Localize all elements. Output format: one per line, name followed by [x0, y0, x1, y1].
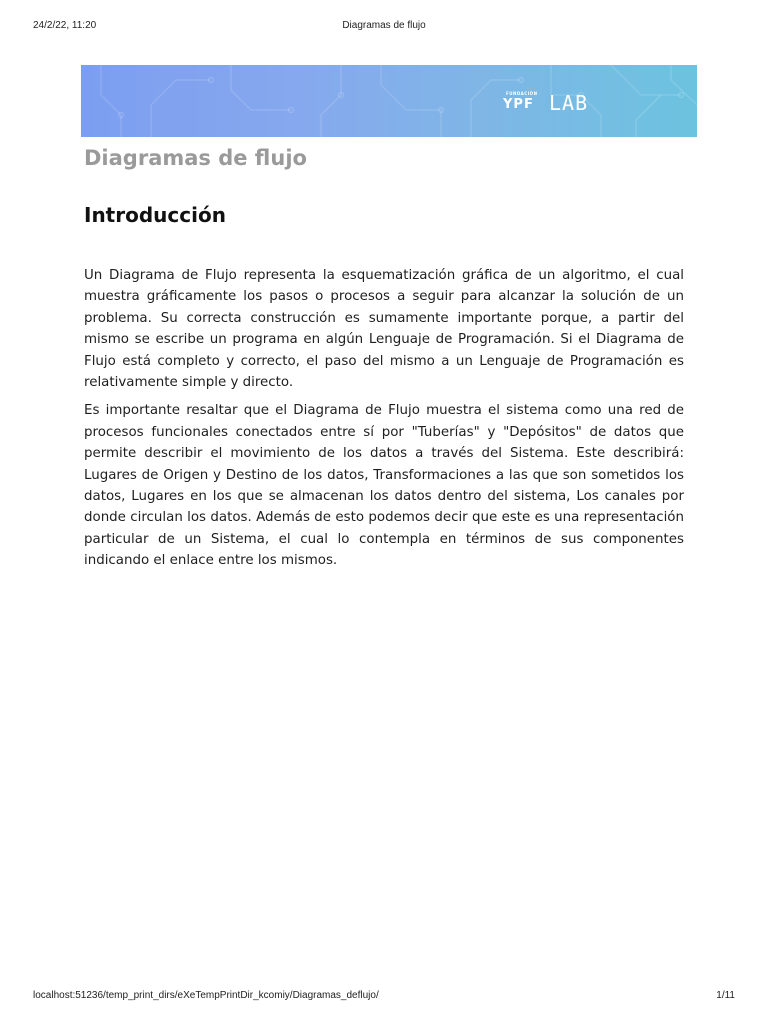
header-banner [81, 65, 697, 137]
print-page-title: Diagramas de flujo [342, 20, 426, 31]
logo-ypf-text: YPF [503, 97, 534, 112]
document-title: Diagramas de flujo [84, 146, 307, 170]
paragraph-detail: Es importante resaltar que el Diagrama de Flujo muestra el sistema como una red de procesos funcionales conectados entre sí por "Tuberías" y "Depósitos" de datos que permite describir el movimiento de los datos a través del Sistema. Este describirá: Lugares de Origen y Destino de los datos, Transformaciones a las que son sometidos los datos, Lugares en los que se almacenan los datos dentro del sistema, Los canales por donde circulan los datos. Además de esto podemos decir que este es una representación particular de un Sistema, el cual lo contempla en términos de sus componentes indicando el enlace entre los mismos. [84, 403, 684, 569]
circuit-pattern [81, 65, 697, 137]
paragraph-intro: Un Diagrama de Flujo representa la esquematización gráfica de un algoritmo, el cual muestra gráficamente los pasos o procesos a seguir para alcanzar la solución de un problema. Su correcta construcción es sumamente importante porque, a partir del mismo se escribe un programa en algún Lenguaje de Programación. Si el Diagrama de Flujo está completo y correcto, el paso del mismo a un Lenguaje de Programación es relativamente simple y directo. [84, 268, 684, 391]
logo-lab-text: LAB [549, 91, 589, 115]
logo-foundation-text: FUNDACIÓN [506, 91, 538, 96]
document-body [84, 265, 684, 579]
section-heading: Introducción [84, 203, 226, 227]
page-indicator: 1/11 [716, 990, 735, 1001]
print-url: localhost:51236/temp_print_dirs/eXeTempPrintDir_kcomiy/Diagramas_deflujo/ [33, 990, 379, 1001]
print-datetime: 24/2/22, 11:20 [33, 20, 97, 31]
print-header [0, 14, 768, 34]
